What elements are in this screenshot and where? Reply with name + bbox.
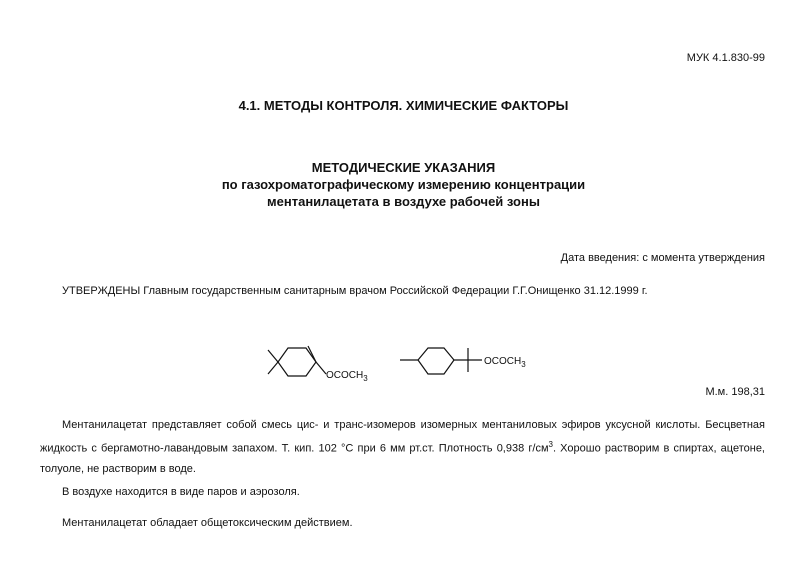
title-line-2: по газохроматографическому измерению концентрации	[221, 177, 586, 192]
title-line-3: ментанилацетата в воздухе рабочей зоны	[267, 194, 540, 209]
document-number: МУК 4.1.830-99	[686, 52, 765, 64]
left-ester-group: OCOCH	[326, 370, 364, 381]
title-line-1: МЕТОДИЧЕСКИЕ УКАЗАНИЯ	[311, 160, 496, 175]
paragraph-toxicity: Ментанилацетат обладает общетоксическим действием.	[62, 517, 353, 529]
introduction-date: Дата введения: с момента утверждения	[560, 252, 765, 264]
paragraph-description-text-a: Ментанилацетат представляет собой смесь цис- и транс-изомеров изомерных ментаниловых эфиров уксусной кислоты. Бесцветная жидкость с бергамотно-лавандовым запахом. Т. кип. 102 °С при 6 мм рт.ст. Плотность 0,938 г/см	[40, 419, 765, 455]
paragraph-description	[40, 415, 765, 479]
paragraph-description-text-b: . Хорошо растворим в спиртах, ацетоне, толуоле, не растворим в воде.	[40, 442, 765, 475]
right-ester-group: OCOCH	[484, 356, 522, 367]
section-heading: 4.1. МЕТОДЫ КОНТРОЛЯ. ХИМИЧЕСКИЕ ФАКТОРЫ	[238, 98, 569, 113]
structural-formula	[260, 340, 560, 384]
molecular-weight: М.м. 198,31	[705, 386, 765, 398]
paragraph-air-state: В воздухе находится в виде паров и аэрозоля.	[62, 486, 300, 498]
right-ester-subscript: 3	[521, 360, 526, 369]
left-ester-subscript: 3	[363, 374, 368, 383]
density-superscript: 3	[548, 440, 553, 449]
approval-statement: УТВЕРЖДЕНЫ Главным государственным санитарным врачом Российской Федерации Г.Г.Онищенко 31.12.1999 г.	[62, 285, 648, 297]
right-molecule	[400, 348, 482, 374]
svg-text:OCOCH3	[326, 370, 368, 383]
left-molecule	[268, 346, 326, 376]
svg-text:OCOCH3	[484, 356, 526, 369]
document-title	[0, 159, 807, 210]
